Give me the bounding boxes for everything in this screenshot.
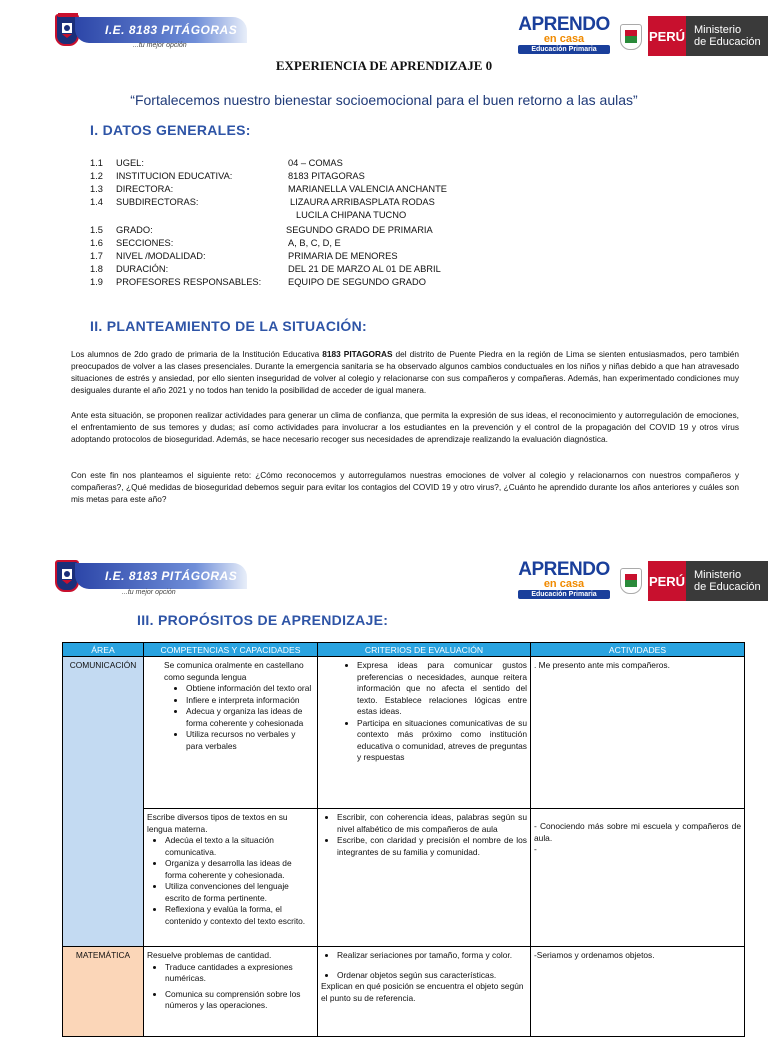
peru-label: PERÚ	[648, 561, 686, 601]
info-row-label: INSTITUCION EDUCATIVA:	[116, 171, 233, 181]
column-header: ÁREA	[63, 643, 144, 657]
info-row-value: 04 – COMAS	[288, 158, 343, 168]
en-casa-text: en casa	[543, 578, 585, 590]
info-row-label: DIRECTORA:	[116, 184, 174, 194]
school-logo	[55, 560, 247, 592]
capacidades-list	[147, 962, 314, 1012]
info-row-label: NIVEL /MODALIDAD:	[116, 251, 206, 261]
list-item: • Realizar seriaciones por tamaño, forma y color.	[337, 950, 527, 962]
paragraph-text: Los alumnos de 2do grado de primaria de la Institución Educativa	[71, 349, 323, 359]
aprendo-text: APRENDO	[518, 14, 610, 35]
criterio-extra-text: Explican en qué posición se encuentra el objeto según el punto su de referencia.	[321, 981, 524, 1003]
actividad-text: - Conociendo más sobre mi escuela y compañeros de aula.	[534, 821, 741, 843]
info-row-value: DEL 21 DE MARZO AL 01 DE ABRIL	[288, 264, 441, 274]
competencia-cell	[144, 947, 318, 1037]
list-item: • Comunica su comprensión sobre los números y las operaciones.	[165, 989, 314, 1012]
list-item: • Organiza y desarrolla las ideas de forma coherente y cohesionada.	[165, 858, 314, 881]
aprendo-text: APRENDO	[518, 559, 610, 580]
table-row	[63, 947, 745, 1037]
criterios-cell	[318, 657, 531, 809]
info-row-number: 1.6	[90, 238, 103, 248]
school-tagline: ...tu mejor opción	[122, 589, 176, 596]
capacidades-list	[147, 835, 314, 927]
info-row-label: UGEL:	[116, 158, 144, 168]
ministerio-line2: de Educación	[694, 581, 761, 593]
ministerio-line2: de Educación	[694, 36, 761, 48]
document-subtitle: “Fortalecemos nuestro bienestar socioemocional para el buen retorno a las aulas”	[130, 92, 638, 108]
capacidades-list	[164, 683, 314, 752]
paragraph-situacion-2: Ante esta situación, se proponen realizar actividades para generar un clima de confianza, que permita la expresión de sus ideas, el reconocimiento y autorregulación de emociones, el enfrentamiento de sus temores y dudas; así como actividades para involucrar a los estudiantes en la prevención y el control de la propagación del COVID 19 y otros virus adoptando protocolos de bioseguridad. Además, se hace necesario recoger sus necesidades de aprendizaje realizando la evaluación diagnóstica.	[71, 410, 739, 444]
paragraph-text: del distrito de Puente Piedra en la región de Lima se sienten entusiasmados, pero también preocupados de volver a las clases presenciales. Durante la emergencia sanitaria se ha observado algunos cambios conductuales en los niños y niñas debido a que han atravesado situaciones de estrés y ansiedad, por ello sienten inseguridad de volver al colegio y relacionarse con sus compañeros y compañeras. Además, han experimentado condiciones muy desiguales durante el año 2021 y no todos han tenido la posibilidad de acceder de igual manera.	[71, 349, 739, 395]
criterios-list	[321, 950, 527, 981]
info-row-label: SECCIONES:	[116, 238, 174, 248]
info-row-number: 1.9	[90, 277, 103, 287]
ministerio-label	[686, 16, 768, 56]
aprendo-en-casa-logo	[518, 561, 610, 599]
info-row-value: SEGUNDO GRADO DE PRIMARIA	[286, 225, 433, 235]
list-item: • Escribe, con claridad y precisión el nombre de los integrantes de su familia y comunidad.	[337, 835, 527, 858]
table-header-row	[63, 643, 745, 657]
competencia-cell	[144, 809, 318, 947]
ministerio-label	[686, 561, 768, 601]
info-row-value: 8183 PITAGORAS	[288, 171, 365, 181]
table-row	[63, 657, 745, 809]
info-row-number: 1.3	[90, 184, 103, 194]
column-header: ACTIVIDADES	[531, 643, 745, 657]
peru-label: PERÚ	[648, 16, 686, 56]
list-item: • Adecua y organiza las ideas de forma coherente y cohesionada	[186, 706, 314, 729]
criterios-cell	[318, 947, 531, 1037]
info-row-number: 1.5	[90, 225, 103, 235]
info-row-number: 1.7	[90, 251, 103, 261]
info-row-number: 1.4	[90, 197, 103, 207]
educacion-primaria-text: Educación Primaria	[518, 590, 610, 599]
actividades-cell: -Seriamos y ordenamos objetos.	[531, 947, 745, 1037]
competencia-intro: Resuelve problemas de cantidad.	[147, 950, 272, 960]
section-heading-planteamiento: II. PLANTEAMIENTO DE LA SITUACIÓN:	[90, 318, 367, 334]
list-item: • Infiere e interpreta información	[186, 695, 314, 707]
info-row-value: PRIMARIA DE MENORES	[288, 251, 398, 261]
criterios-list	[321, 812, 527, 858]
educacion-primaria-text: Educación Primaria	[518, 45, 610, 54]
competencia-intro: Se comunica oralmente en castellano como segunda lengua	[164, 660, 304, 682]
column-header: CRITERIOS DE EVALUACIÓN	[318, 643, 531, 657]
ministerio-line1: Ministerio	[694, 569, 742, 581]
info-row-value: LIZAURA ARRIBASPLATA RODAS	[290, 197, 435, 207]
area-cell-comunicacion: COMUNICACIÓN	[63, 657, 144, 947]
section-heading-propositos: III. PROPÓSITOS DE APRENDIZAJE:	[137, 612, 389, 628]
competencia-cell	[144, 657, 318, 809]
actividades-cell	[531, 809, 745, 947]
info-row-number: 1.8	[90, 264, 103, 274]
propositos-table	[62, 642, 745, 1037]
paragraph-reto: Con este fin nos planteamos el siguiente reto: ¿Cómo reconocemos y autorregulamos nuestras emociones de volver al colegio y relacionarnos con nuestros compañeros y compañeras?, ¿Qué medidas de bioseguridad debemos seguir para evitar los contagios del COVID 19 y otro virus?, ¿Cuánto he aprendido durante los años anteriores y cuáles son mis metas para este año?	[71, 470, 739, 504]
list-item: • Participa en situaciones comunicativas de su contexto más próximo como institución educativa o comunidad, atreves de preguntas y respuestas	[357, 718, 527, 764]
info-row-label: DURACIÓN:	[116, 264, 169, 274]
document-title: EXPERIENCIA DE APRENDIZAJE 0	[275, 58, 493, 73]
list-item: • Ordenar objetos según sus características.	[337, 970, 527, 982]
paragraph-bold-text: 8183 PITAGORAS	[322, 349, 393, 359]
school-name: I.E. 8183 PITÁGORAS	[75, 17, 247, 43]
peru-shield-icon	[620, 568, 642, 594]
school-name: I.E. 8183 PITÁGORAS	[75, 563, 247, 589]
column-header: COMPETENCIAS Y CAPACIDADES	[144, 643, 318, 657]
flag-stripe-icon	[58, 13, 78, 17]
info-row-value: LUCILA CHIPANA TUCNO	[296, 210, 407, 220]
section-heading-datos-generales: I. DATOS GENERALES:	[90, 122, 251, 138]
list-item: • Adecúa el texto a la situación comunicativa.	[165, 835, 314, 858]
info-row-value: MARIANELLA VALENCIA ANCHANTE	[288, 184, 447, 194]
list-item: • Reflexiona y evalúa la forma, el contenido y contexto del texto escrito.	[165, 904, 314, 927]
info-row-number: 1.2	[90, 171, 103, 181]
info-row-number: 1.1	[90, 158, 103, 168]
table-row	[63, 809, 745, 947]
info-row-value: EQUIPO DE SEGUNDO GRADO	[288, 277, 426, 287]
aprendo-en-casa-logo	[518, 16, 610, 54]
info-row-label: PROFESORES RESPONSABLES:	[116, 277, 262, 287]
area-cell-matematica: MATEMÁTICA	[63, 947, 144, 1037]
ministerio-line1: Ministerio	[694, 24, 742, 36]
criterios-cell	[318, 809, 531, 947]
list-item: • Obtiene información del texto oral	[186, 683, 314, 695]
list-item: • Expresa ideas para comunicar gustos preferencias o necesidades, aunque reitera información que no afecta el sentido del texto. Establece relaciones lógicas entre estas ideas.	[357, 660, 527, 718]
actividad-text: -	[534, 844, 537, 854]
info-row-label: GRADO:	[116, 225, 153, 235]
peru-shield-icon	[620, 24, 642, 50]
school-tagline: ...tu mejor opción	[133, 42, 187, 49]
en-casa-text: en casa	[543, 33, 585, 45]
competencia-intro: Escribe diversos tipos de textos en su lengua materna.	[147, 812, 288, 834]
paragraph-situacion-1	[71, 348, 739, 396]
info-row-label: SUBDIRECTORAS:	[116, 197, 199, 207]
list-item: • Utiliza convenciones del lenguaje escrito de forma pertinente.	[165, 881, 314, 904]
list-item: • Utiliza recursos no verbales y para verbales	[186, 729, 314, 752]
list-item: • Traduce cantidades a expresiones numéricas.	[165, 962, 314, 985]
list-item: • Escribir, con coherencia ideas, palabras según su nivel alfabético de mis compañeros de aula	[337, 812, 527, 835]
actividades-cell: . Me presento ante mis compañeros.	[531, 657, 745, 809]
criterios-list	[321, 660, 527, 764]
info-row-value: A, B, C, D, E	[288, 238, 341, 248]
